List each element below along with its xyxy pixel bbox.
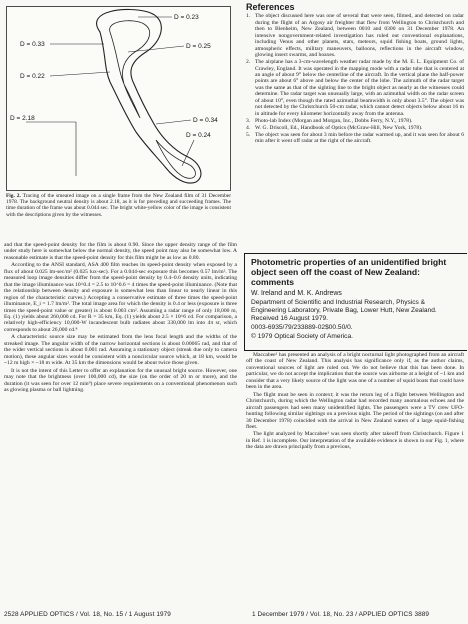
references-heading: References bbox=[246, 2, 295, 12]
footer-right-text: 1 December 1979 / Vol. 18, No. 23 / APPLIED OPTICS 3889 bbox=[252, 611, 430, 618]
article-received: Received 16 August 1979. bbox=[251, 315, 328, 323]
density-label-1: D = 0.23 bbox=[174, 14, 199, 21]
reference-item bbox=[246, 132, 464, 145]
reference-number: 2. bbox=[246, 59, 251, 66]
article-paragraph: The light analyzed by Maccabee¹ was seen shortly after takeoff from Christchurch. Figure 1 in Ref. 1 is incomplete. Our interpretation of the available evidence is shown in our Fig. 1, where the data are drawn principally from a previous, bbox=[246, 431, 464, 451]
reference-text: Photo-lab Index (Morgan and Morgan, Inc., Dobbs Ferry, N.Y., 1978). bbox=[255, 117, 413, 124]
body-paragraph: According to the ANSI standard, ASA 400 film reaches its speed-point density when exposed by a flux of about 0.025 lm-sec/m² (0.025 lux-sec). For a 0.044-sec exposure this becomes 0.57 lm/m². The measured loop image densities differ from the speed-point density by 0.4–0.6 density units, indicating that the image illuminance was 10^0.4 = 2.5 to 10^0.6 = 4 times the speed-point illuminance. (Note that the relationship between density and exposure is somewhat less than linear to nearly linear in this region of the characteristic curves.) Accepting a conservative estimate of three times the speed-point illuminance, E_i = 1.7 lm/m². The total image area for which the density is 0.4 or less (exposure is three times the speed-point value or greater) is about 0.003 cm². Assuming a radar range of only 18,000 m, Eq. (1) yields about 260,000 cd. For R = 35 km, Eq. (1) yields about 2.5 × 10^6 cd. For comparison, a relatively high-efficiency 10,000-W incandescent bulb radiates about 330,000 lm into 4π sr, which corresponds to about 26,000 cd.⁸ bbox=[4, 262, 237, 333]
figure-caption-label: Fig. 2. bbox=[6, 193, 21, 199]
figure-loop-tracing bbox=[6, 6, 231, 191]
article-title: Photometric properties of an unidentified bright object seen off the coast of New Zealand: comments bbox=[251, 257, 447, 287]
reference-text: The object discussed here was one of several that were seen, filmed, and detected on radar during the flight of an Argosy air freighter that flew from Wellington to Christchurch and then to Blenheim, New Zealand, between 0010 and 0300 on 31 December 1978. An intensive nongovernment-related investigation has ruled out conventional explanations, including Venus and other planets, stars, meteors, squid fishing boats, ground lights, atmospheric effects, military maneuvers, balloons, reflections in the aircraft window, glowing insect swarms, and hoaxes. bbox=[255, 13, 464, 59]
article-header-box bbox=[244, 253, 467, 351]
reference-item bbox=[246, 125, 464, 131]
article-copyright: © 1979 Optical Society of America. bbox=[251, 332, 353, 340]
figure-caption-text: Tracing of the smeared image on a single frame from the New Zealand film of 31 December 1978. The background neutral density is about 2.18, as it is for preceding and succeeding frames. The time duration of the frame was about 0.044 sec. The bright white-yellow color of the image is consistent with the descriptions given by the witnesses. bbox=[6, 193, 231, 218]
reference-number: 3. bbox=[246, 117, 251, 124]
density-label-6: D = 0.34 bbox=[193, 117, 218, 124]
body-paragraph: A characteristic source size may be estimated from the lens focal length and the widths of the streaked image. The angular width of the narrow horizontal sections is about 0.00065 rad, and that of the wider vertical sections is about 0.001 rad. Assuming a stationary object (streak due only to camera motion), these angular sizes would be consistent with a noncircular source which, at 18 km, would be ~12 m high × ~18 m wide. At 35 km the dimensions would be about twice those given. bbox=[4, 334, 237, 367]
density-label-4: D = 0.22 bbox=[20, 73, 45, 80]
article-paragraph: Maccabee¹ has presented an analysis of a bright nocturnal light photographed from an aircraft off the coast of New Zealand. This analysis has significance only if, as the author claims, conventional sources of light are ruled out. We do not believe that this has been done. In particular, we do not accept the implication that the source was airborne at a height of ~1 km and consider that a very likely source of the light was one of a number of squid boats that could have been in the area. bbox=[246, 352, 464, 391]
body-paragraph: and that the speed-point density for the film is about 0.90. Since the upper density range of the film under study here is somewhat below the normal density, the speed point may also be somewhat low. A reasonable estimate is that the speed-point density for this film might be as low as 0.80. bbox=[4, 242, 237, 261]
article-paragraph: The flight must be seen in context; it was the return leg of a flight between Wellington and Christchurch, during which the Wellington radar had recorded many anomalous echoes and the aircraft passengers had seen many unidentified lights. The passengers were a TV crew UFO-hunting following similar sightings on a previous night. The period of the sightings (on and after 30 December 1978) coincided with the arrival in New Zealand waters of a large squid-fishing fleet. bbox=[246, 391, 464, 430]
references-section bbox=[246, 4, 464, 145]
density-label-3: D = 0.25 bbox=[186, 43, 211, 50]
body-paragraph: It is not the intent of this Letter to offer an explanation for the unusual bright source. However, one may note that the brightness (over 100,000 cd), the size (on the order of 20 m or more), and the duration (it was seen for over 12 min⁹) place severe requirements on a conventional phenomenon such as glowing plasma or ball lightning. bbox=[4, 367, 237, 393]
reference-number: 5. bbox=[246, 131, 251, 138]
reference-text: W. G. Driscoll, Ed., Handbook of Optics (McGraw-Hill, New York, 1978). bbox=[255, 124, 423, 131]
page-footer-left bbox=[4, 611, 171, 618]
density-label-5: D = 2.18 bbox=[10, 115, 35, 122]
left-column-body bbox=[4, 242, 237, 394]
reference-number: 4. bbox=[246, 124, 251, 131]
footer-left-text: 2528 APPLIED OPTICS / Vol. 18, No. 15 / 1 August 1979 bbox=[4, 611, 171, 618]
reference-item bbox=[246, 13, 464, 58]
article-body bbox=[246, 352, 464, 452]
figure-caption bbox=[6, 193, 231, 218]
page-footer-right bbox=[252, 611, 429, 618]
reference-item bbox=[246, 59, 464, 117]
reference-text: The airplane has a 3-cm-wavelength weather radar made by the M. E. L. Equipment Co. of Crawley, England. It was operated in the mapping mode with a radar tube that is centered at an angle of about 9° below the centerline of the aircraft. In the vertical plane the half-power points are about 6° above and below the center of the lobe. The azimuth of the radar target was the same as that of the sighting line to the bright object as nearly as the witnesses could determine. The radar target was unusually large, with an azimuthal width on the radar screen of about 10°, even though the rated azimuthal beamwidth is only about 3.5°. The object was not detected by the Christchurch 50-cm radar, which cannot detect objects below about 16 m in altitude for every kilometer horizontally away from the antenna. bbox=[255, 59, 464, 117]
article-code: 0003-6935/79/233889-02$00.50/0. bbox=[251, 323, 353, 331]
density-label-2: D = 0.33 bbox=[20, 41, 45, 48]
article-authors: W. Ireland and M. K. Andrews bbox=[251, 290, 342, 298]
article-affiliation: Department of Scientific and Industrial Research, Physics & Engineering Laboratory, Private Bag, Lower Hutt, New Zealand. bbox=[251, 299, 437, 314]
reference-item bbox=[246, 118, 464, 124]
density-label-7: D = 0.24 bbox=[186, 132, 211, 139]
reference-number: 1. bbox=[246, 13, 251, 20]
reference-text: The object was seen for about 3 min before the radar warmed up, and it was seen for about 6 min after it went off radar at the right of the aircraft. bbox=[255, 131, 464, 145]
